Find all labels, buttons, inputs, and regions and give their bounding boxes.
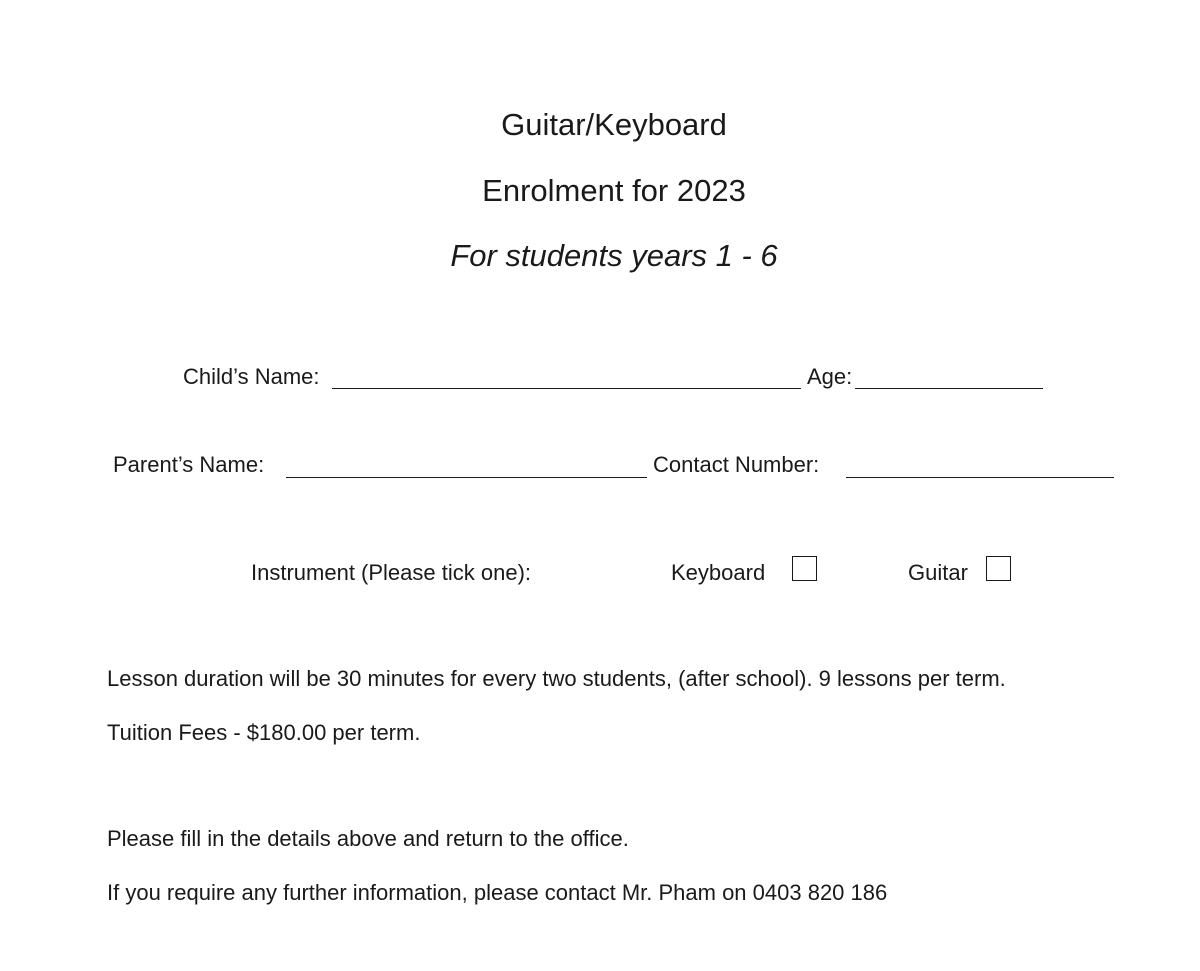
instrument-label: Instrument (Please tick one):	[251, 560, 532, 585]
age-field[interactable]	[855, 388, 1043, 389]
form-subtitle: Enrolment for 2023	[482, 173, 746, 208]
keyboard-option-label: Keyboard	[671, 560, 766, 585]
child-name-label: Child’s Name:	[183, 364, 320, 389]
guitar-option-label: Guitar	[908, 560, 968, 585]
age-label: Age:	[807, 364, 853, 389]
tuition-fees-text: Tuition Fees - $180.00 per term.	[107, 720, 421, 745]
form-title: Guitar/Keyboard	[501, 107, 727, 142]
lesson-duration-text: Lesson duration will be 30 minutes for every two students, (after school). 9 lessons per term.	[107, 666, 1006, 691]
guitar-checkbox[interactable]	[986, 556, 1011, 581]
contact-number-field[interactable]	[846, 477, 1114, 478]
child-name-field[interactable]	[332, 388, 801, 389]
contact-number-label: Contact Number:	[653, 452, 820, 477]
return-instruction-text: Please fill in the details above and return to the office.	[107, 826, 629, 851]
parent-name-label: Parent’s Name:	[113, 452, 265, 477]
keyboard-checkbox[interactable]	[792, 556, 817, 581]
form-audience: For students years 1 - 6	[450, 238, 778, 273]
contact-info-text: If you require any further information, please contact Mr. Pham on 0403 820 186	[107, 880, 888, 905]
parent-name-field[interactable]	[286, 477, 647, 478]
